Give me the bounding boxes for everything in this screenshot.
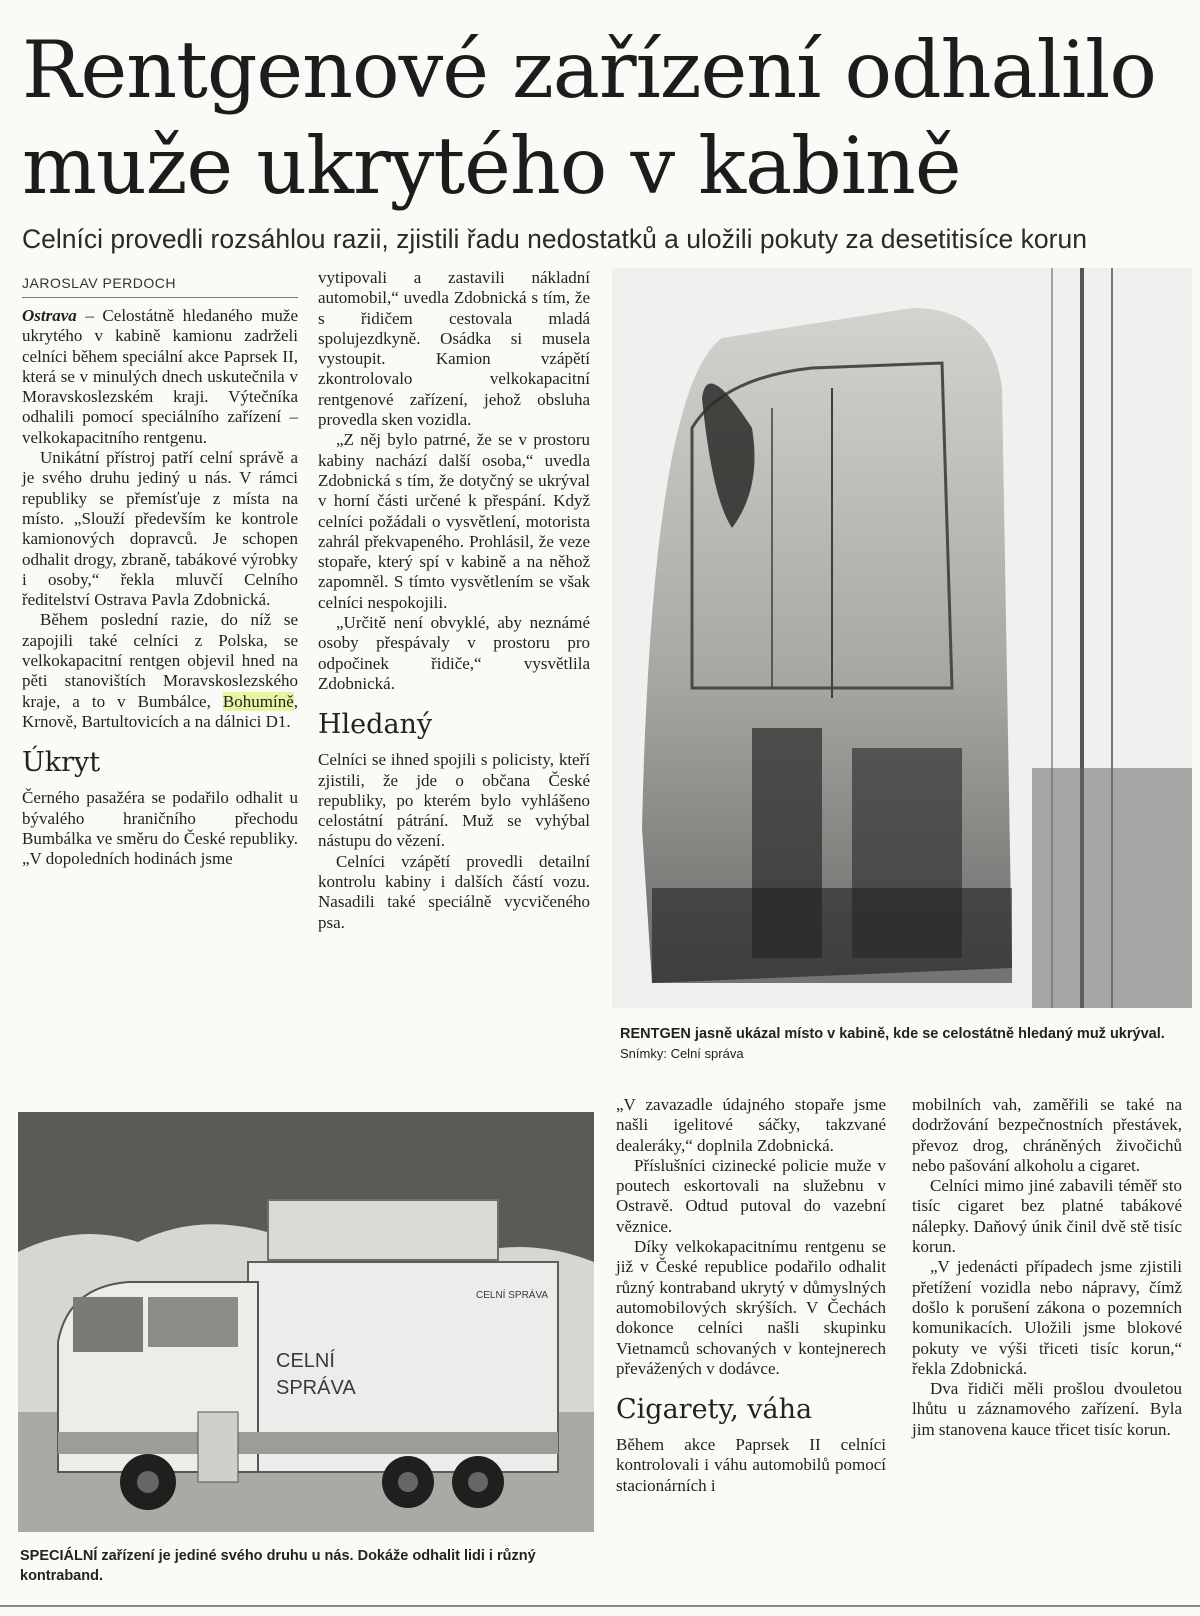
paragraph: mobilních vah, zaměřili se také na dodržování bezpečnostních přestávek, převoz drog, chráněných živočichů nebo pašování alkoholu a cigaret.	[912, 1095, 1182, 1175]
paragraph: Celníci se ihned spojili s policisty, kteří zjistili, že jde o občana České republiky, po kterém bylo vyhlášeno celostátní pátrání. Muž se vyhýbal nástupu do vězení.	[318, 750, 590, 851]
truck-photo	[18, 1112, 594, 1532]
truck-caption-lead: SPECIÁLNÍ	[20, 1548, 98, 1564]
truck-caption-text: zařízení je jediné svého druhu u nás. Dokáže odhalit lidi i různý kontraband.	[20, 1548, 536, 1584]
truck-side-text-2: SPRÁVA	[276, 1377, 356, 1399]
article-column-4	[912, 1095, 1182, 1440]
truck-side-text-1: CELNÍ	[276, 1350, 335, 1372]
paragraph: Unikátní přístroj patří celní správě a je svého druhu jediný u nás. V rámci republiky se přemísťuje z místa na místo. „Slouží především ke kontrole kamionových dopravců. Je schopen odhalit drogy, zbraně, tabákové výrobky i osoby,“ řekla mluvčí Celního ředitelství Ostrava Pavla Zdobnická.	[22, 448, 298, 610]
paragraph	[22, 610, 298, 732]
paragraph-text: – Celostátně hledaného muže ukrytého v kabině kamionu zadrželi celníci během speciální akce Paprsek II, která se v minulých dnech uskutečnila v Moravskoslezském kraji. Výtečníka odhalili pomocí speciálního zařízení – velkokapacitního rentgenu.	[22, 306, 299, 447]
paragraph: „Určitě není obvyklé, aby neznámé osoby přespávaly v prostoru pro odpočinek řidiče,“ vysvětlila Zdobnická.	[318, 613, 590, 693]
paragraph: Celníci vzápětí provedli detailní kontrolu kabiny i dalších částí vozu. Nasadili také speciálně vycvičeného psa.	[318, 851, 590, 932]
paragraph-text: Během poslední razie, do níž se zapojili také celníci z Polska, se velkokapacitní rentgen objevil hned na pěti stanovištích Moravskoslezského kraje, a to v Bumbálce,	[22, 610, 298, 711]
xray-caption	[620, 1024, 1188, 1064]
paragraph: „V jedenácti případech jsme zjistili přetížení vozidla nebo nápravy, čímž došlo k porušení zákona o pozemních komunikacích. Uložili jsme blokové pokuty ve výši třiceti tisíc korun,“ řekla Zdobnická.	[912, 1257, 1182, 1378]
paragraph: „Z něj bylo patrné, že se v prostoru kabiny nachází další osoba,“ uvedla Zdobnická s tím, že dotyčný se ukrýval v horní části určené k přespání. Když celníci požádali o vysvětlení, motorista zahrál překvapeného. Prohlásil, že veze stopaře, který spí v kabině a na něhož zapomněl. S tímto vysvětlením se však celníci nespokojili.	[318, 430, 590, 612]
article-column-3	[616, 1095, 886, 1496]
article-column-2	[318, 268, 590, 933]
truck-caption	[20, 1546, 595, 1586]
section-heading-hledany: Hledaný	[318, 709, 433, 741]
headline	[22, 22, 1182, 214]
section-heading-ukryt: Úkryt	[22, 747, 101, 779]
highlighted-word: Bohumíně	[222, 691, 294, 711]
paragraph-text: , Krnově, Bartultovicích a na dálnici D1.	[22, 691, 298, 731]
xray-caption-lead: RENTGEN	[620, 1026, 691, 1042]
photo-credit: Snímky: Celní správa	[620, 1046, 744, 1061]
paragraph: Díky velkokapacitnímu rentgenu se již v České republice podařilo odhalit různý kontraband ukrytý v důmyslných automobilových skrýších. V Čechách dokonce celníci našli skupinku Vietnamců schovaných v kontejnerech převážených v dodávce.	[616, 1237, 886, 1378]
headline-line-2: muže ukrytého v kabině	[22, 120, 961, 212]
paragraph: Černého pasažéra se podařilo odhalit u bývalého hraničního přechodu Bumbálka ve směru do České republiky. „V dopoledních hodinách jsme	[22, 788, 298, 869]
paragraph: Celníci mimo jiné zabavili téměř sto tisíc cigaret bez platné tabákové nálepky. Daňový únik činil dvě stě tisíc korun.	[912, 1176, 1182, 1257]
paragraph: Příslušníci cizinecké policie muže v poutech eskortovali na služebnu v Ostravě. Odtud putoval do vazební věznice.	[616, 1155, 886, 1236]
paragraph: Během akce Paprsek II celníci kontrolovali i váhu automobilů pomocí stacionárních i	[616, 1435, 886, 1495]
paragraph: „V zavazadle údajného stopaře jsme našli igelitové sáčky, takzvané dealeráky,“ doplnila Zdobnická.	[616, 1095, 886, 1155]
subheadline: Celníci provedli rozsáhlou razii, zjistili řadu nedostatků a uložili pokuty za desetitisíce korun	[22, 224, 1087, 254]
truck-top-text: CELNÍ SPRÁVA	[476, 1290, 549, 1301]
article-column-1	[22, 306, 298, 869]
paragraph: vytipovali a zastavili nákladní automobil,“ uvedla Zdobnická s tím, že s řidičem cestovala mladá spolujezdkyně. Osádka si musela vystoupit. Kamion vzápětí zkontrolovalo velkokapacitní rentgenové zařízení, jehož obsluha provedla sken vozidla.	[318, 268, 590, 430]
paragraph	[22, 306, 298, 448]
paragraph: Dva řidiči měli prošlou dvouletou lhůtu u záznamového zařízení. Byla jim stanovena kauce třicet tisíc korun.	[912, 1379, 1182, 1439]
xray-scan-illustration	[612, 268, 1192, 1008]
xray-caption-text: jasně ukázal místo v kabině, kde se celostátně hledaný muž ukrýval.	[690, 1026, 1165, 1042]
headline-line-1: Rentgenové zařízení odhalilo	[22, 24, 1156, 116]
xray-truck-illustration	[18, 1112, 594, 1532]
section-heading-cigarety-vaha: Cigarety, váha	[616, 1394, 813, 1426]
xray-photo	[612, 268, 1192, 1008]
byline: JAROSLAV PERDOCH	[22, 274, 298, 298]
bottom-rule	[0, 1605, 1200, 1607]
dateline: Ostrava	[22, 306, 77, 325]
